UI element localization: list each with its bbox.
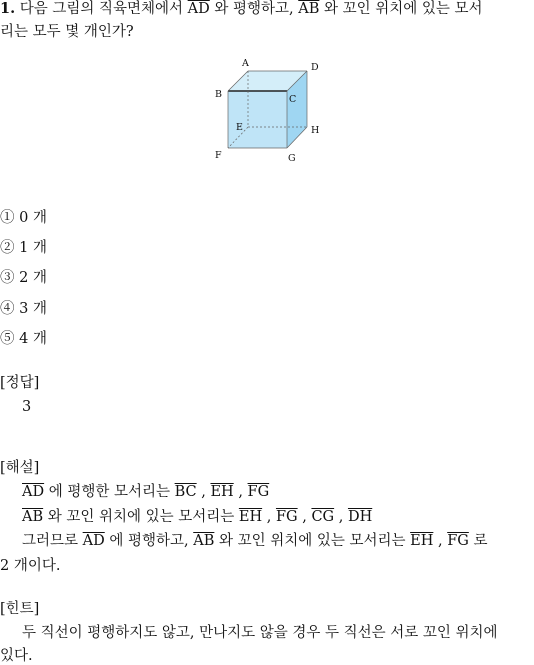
comma: , (238, 484, 243, 500)
explanation-header: [해설] (0, 460, 40, 476)
cuboid-front-face (228, 91, 287, 148)
question-text-part3: 와 꼬인 위치에 있는 모서 (324, 1, 483, 17)
option-5 (0, 330, 47, 348)
hint-line-1: 두 직선이 평행하지도 않고, 만나지도 않을 경우 두 직선은 서로 꼬인 위치에 (22, 625, 498, 641)
option-3-mark: ③ (0, 270, 15, 286)
segment-fg: $\overline{FG}$ (447, 533, 469, 549)
option-2-text: 1 개 (19, 240, 47, 256)
option-5-text: 4 개 (19, 331, 47, 347)
explanation-row-3 (22, 532, 487, 550)
option-3-text: 2 개 (19, 270, 47, 286)
explanation-row-4: 2 개이다. (0, 558, 61, 574)
explanation-text: 그러므로 (22, 533, 79, 549)
explanation-row-1 (22, 483, 269, 501)
vertex-label-b: B (215, 89, 222, 100)
answer-value: 3 (22, 399, 32, 415)
vertex-label-c: C (289, 94, 297, 105)
segment-eh: $\overline{EH}$ (210, 484, 234, 500)
option-1-text: 0 개 (19, 210, 47, 226)
question-number: 1. (0, 0, 16, 17)
option-2 (0, 239, 47, 257)
comma: , (437, 533, 443, 549)
segment-eh: $\overline{EH}$ (238, 509, 263, 525)
segment-fg: $\overline{FG}$ (247, 484, 270, 500)
segment-bc: $\overline{BC}$ (174, 484, 197, 500)
segment-fg: $\overline{FG}$ (275, 509, 298, 525)
vertex-label-e: E (236, 122, 243, 133)
explanation-row-2 (22, 508, 372, 526)
answer-header: [정답] (0, 375, 40, 391)
option-4-mark: ④ (0, 301, 15, 317)
explanation-text: 로 (473, 533, 488, 549)
option-4 (0, 300, 47, 318)
segment-ab: $\overline{AB}$ (22, 509, 44, 525)
option-1-mark: ① (0, 210, 15, 226)
option-5-mark: ⑤ (0, 331, 15, 347)
vertex-label-f: F (215, 150, 222, 161)
hint-line-2: 있다. (0, 648, 33, 664)
vertex-label-h: H (311, 125, 320, 136)
question-text-part2: 와 평행하고, (214, 1, 294, 17)
option-4-text: 3 개 (19, 301, 47, 317)
segment-ad: $\overline{AD}$ (22, 484, 45, 500)
explanation-text: 와 꼬인 위치에 있는 모서리는 (47, 509, 235, 525)
segment-ab: $\overline{AB}$ (193, 533, 215, 549)
segment-eh: $\overline{EH}$ (410, 533, 434, 549)
question-line-2: 리는 모두 몇 개인가? (0, 24, 134, 40)
explanation-text: 와 꼬인 위치에 있는 모서리는 (218, 533, 406, 549)
segment-cg: $\overline{CG}$ (311, 509, 335, 525)
option-1 (0, 209, 47, 227)
vertex-label-g: G (288, 153, 296, 164)
question-text-part1: 다음 그림의 직육면체에서 (19, 1, 184, 17)
hint-header: [힌트] (0, 601, 40, 617)
segment-ab: $\overline{AB}$ (298, 1, 320, 17)
segment-ad: $\overline{AD}$ (187, 1, 210, 17)
vertex-label-a: A (242, 58, 249, 69)
comma: , (302, 509, 307, 525)
comma: , (266, 509, 272, 525)
segment-dh: $\overline{DH}$ (347, 509, 373, 525)
comma: , (201, 484, 206, 500)
option-2-mark: ② (0, 240, 15, 256)
question-line-1 (0, 0, 483, 18)
cuboid-figure (205, 55, 335, 170)
explanation-text: 에 평행한 모서리는 (48, 484, 170, 500)
explanation-text: 에 평행하고, (109, 533, 189, 549)
comma: , (338, 509, 344, 525)
segment-ad: $\overline{AD}$ (82, 533, 105, 549)
vertex-label-d: D (311, 62, 319, 73)
option-3 (0, 269, 47, 287)
